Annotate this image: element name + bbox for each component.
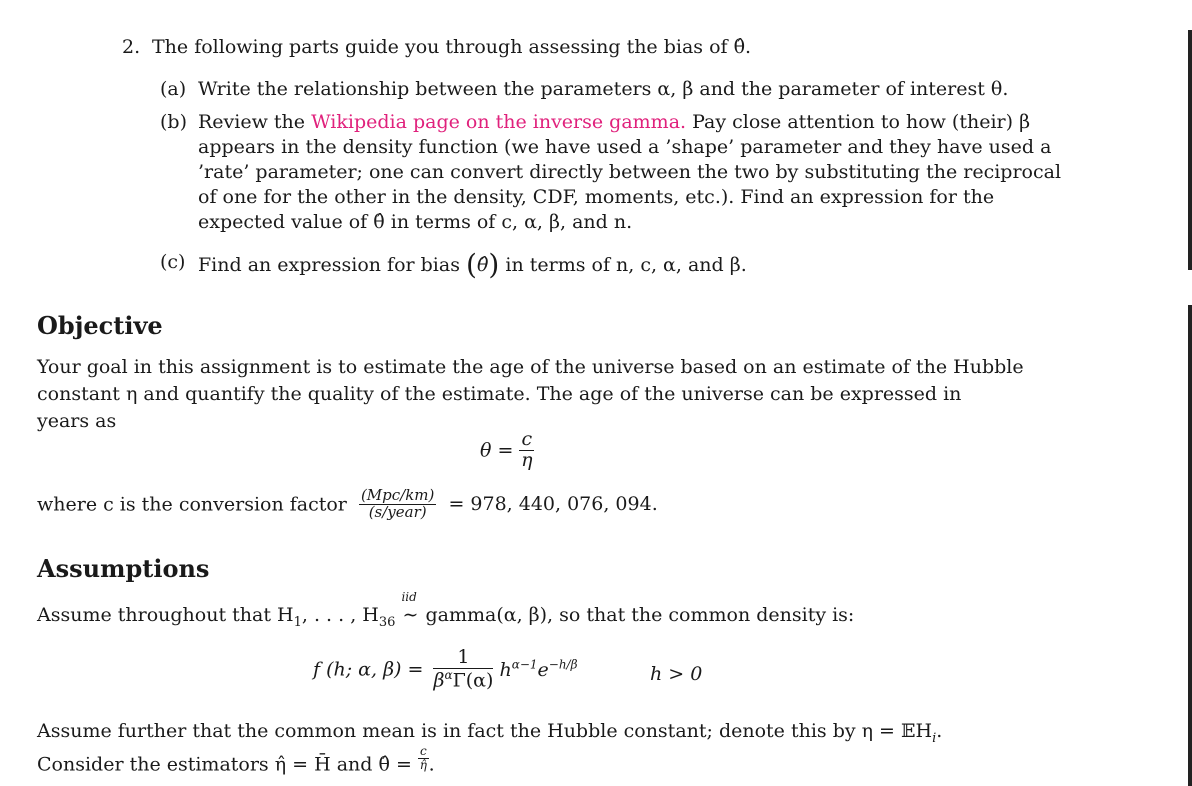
conversion-fraction xyxy=(359,488,436,521)
density-den-rest: Γ(α) xyxy=(452,669,494,692)
density-den xyxy=(433,669,493,691)
assumptions-line-3-end: . xyxy=(428,753,435,776)
assumptions-line-1 xyxy=(37,590,855,630)
h-sub-1: 1 xyxy=(293,614,302,630)
density-e-sup: −h/β xyxy=(548,657,578,672)
assumptions-prefix: Assume throughout that H xyxy=(37,604,294,626)
density-condition: h > 0 xyxy=(650,663,703,685)
part-b-line-5: expected value of θ̂ in terms of c, α, β, and n. xyxy=(198,211,633,233)
estimator-num: c xyxy=(419,744,427,758)
estimator-fraction xyxy=(418,745,429,771)
part-b-prefix: Review the xyxy=(198,111,306,133)
question-intro: The following parts guide you through assessing the bias of θ̂. xyxy=(152,36,752,58)
assumptions-mid: , . . . , H xyxy=(301,604,379,626)
conversion-line xyxy=(37,488,658,521)
objective-line-1: Your goal in this assignment is to estimate the age of the universe based on an estimate of the Hubble xyxy=(37,356,1024,378)
eh-sub-i: i xyxy=(932,730,937,746)
assumptions-line-2 xyxy=(37,720,942,746)
part-b-line-2: appears in the density function (we have used a ’shape’ parameter and they have used a xyxy=(198,136,1052,158)
h-sub-36: 36 xyxy=(378,614,396,630)
bias-paren-close: ) xyxy=(488,248,500,281)
objective-heading: Objective xyxy=(37,311,163,340)
part-b-label: (b) xyxy=(160,111,187,133)
page-edge-bottom xyxy=(1188,305,1192,786)
density-den-sup: α xyxy=(444,667,453,682)
bias-paren-open: ( xyxy=(466,248,477,281)
part-a-label: (a) xyxy=(160,78,187,100)
part-c-text xyxy=(198,248,747,281)
density-lhs: f (h; α, β) = xyxy=(313,658,424,681)
part-b-line-1-rest: Pay close attention to how (their) β xyxy=(692,111,1031,133)
conversion-num: (Mpc/km) xyxy=(360,486,435,504)
density-den-base: β xyxy=(433,669,445,692)
bias-arg: θ̂ xyxy=(476,254,489,276)
assumptions-line-2-text: Assume further that the common mean is in fact the Hubble constant; denote this by η = 𝔼H xyxy=(37,720,933,742)
part-b-line-3: ’rate’ parameter; one can convert directly between the two by substituting the reciprocal xyxy=(198,161,1062,183)
theta-num: c xyxy=(521,428,533,450)
theta-fraction xyxy=(519,430,534,471)
assumptions-suffix: gamma(α, β), so that the common density is: xyxy=(425,604,855,626)
density-equation xyxy=(313,648,578,691)
estimator-den: η̂ xyxy=(419,757,427,772)
objective-line-3: years as xyxy=(37,410,117,432)
tilde-symbol: ∼ xyxy=(402,604,419,626)
part-b-line-1 xyxy=(198,111,1030,133)
theta-equation xyxy=(480,430,534,471)
part-a-text: Write the relationship between the parameters α, β and the parameter of interest θ. xyxy=(198,78,1009,100)
part-c-label: (c) xyxy=(160,251,186,273)
wikipedia-inverse-gamma-link[interactable]: Wikipedia page on the inverse gamma. xyxy=(311,111,687,133)
objective-line-2: constant η and quantify the quality of the estimate. The age of the universe can be expressed in xyxy=(37,383,962,405)
iid-label: iid xyxy=(401,590,417,604)
assumptions-line-3-text: Consider the estimators η̂ = H̄ and θ̂ = xyxy=(37,753,412,776)
density-num: 1 xyxy=(433,648,493,669)
density-h: h xyxy=(499,659,512,682)
theta-den: η xyxy=(521,448,533,471)
conversion-value: = 978, 440, 076, 094. xyxy=(448,493,658,516)
theta-lhs: θ = xyxy=(480,439,514,462)
assumptions-line-3 xyxy=(37,745,435,776)
part-c-prefix: Find an expression for bias xyxy=(198,254,460,276)
density-fraction xyxy=(433,648,493,691)
part-b-line-4: of one for the other in the density, CDF, moments, etc.). Find an expression for the xyxy=(198,186,995,208)
assumptions-line-2-end: . xyxy=(936,720,943,742)
density-h-sup: α−1 xyxy=(511,657,538,672)
assumptions-heading: Assumptions xyxy=(37,554,210,583)
page-edge-top xyxy=(1188,30,1192,270)
part-c-suffix: in terms of n, c, α, and β. xyxy=(505,254,747,276)
density-e: e xyxy=(537,659,549,682)
conversion-prefix: where c is the conversion factor xyxy=(37,493,347,516)
question-number: 2. xyxy=(122,36,141,58)
conversion-den: (s/year) xyxy=(368,502,427,521)
